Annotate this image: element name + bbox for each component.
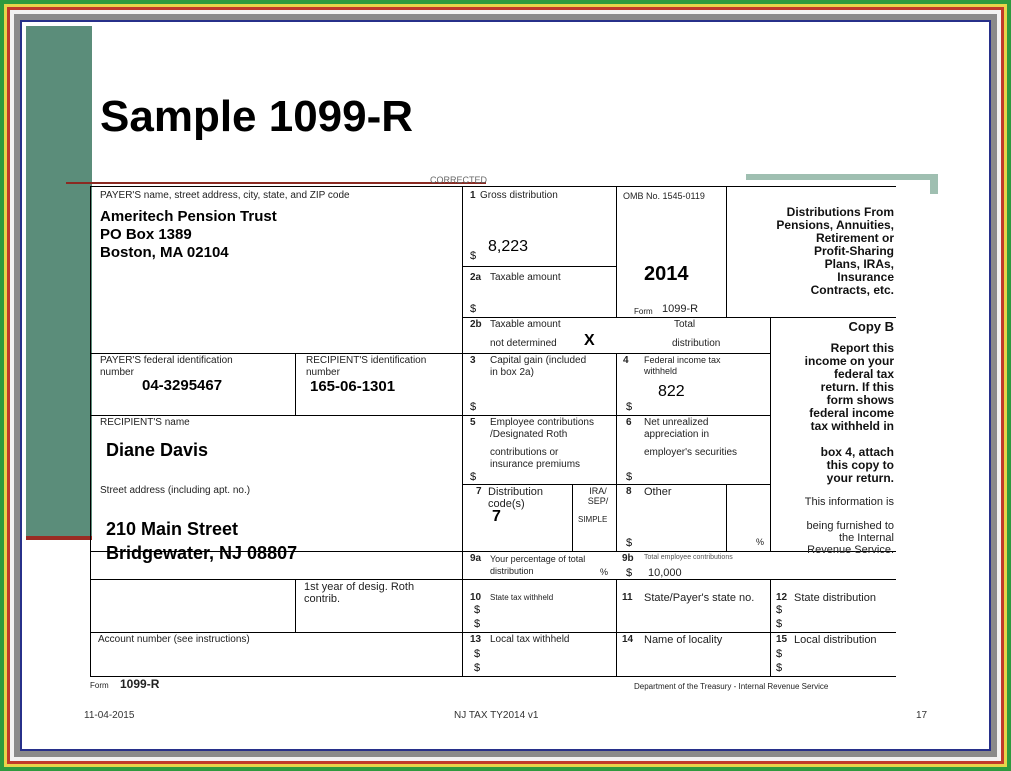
box2a-dollar: $ [470,303,477,315]
payer-fed-id-label: PAYER'S federal identification number [100,355,233,378]
rule [295,353,296,415]
box14-number: 14 [622,634,634,645]
box3-dollar: $ [470,401,477,413]
box10-dollar-2: $ [474,618,481,630]
top-right-bar [746,174,938,180]
box2b-not-determined: not determined [490,338,557,349]
box8-dollar: $ [626,537,633,549]
box5-dollar: $ [470,471,477,483]
box13-dollar-1: $ [474,648,481,660]
rule [462,186,463,676]
box8-label: Other [644,486,672,498]
rule [90,353,770,354]
box4-label: Federal income tax withheld [644,355,721,376]
box9a-number: 9a [470,553,482,564]
rule [616,353,617,551]
box3-label: Capital gain (included in box 2a) [490,355,587,378]
box10-dollar-1: $ [474,604,481,616]
copy-text: Report this income on your federal tax return. If this form shows federal income tax withheld in box 4, attach this copy to your return. [804,341,894,485]
dept-label: Department of the Treasury - Internal Revenue Service [634,682,829,691]
payer-fed-id: 04-3295467 [142,377,223,394]
box13-dollar-2: $ [474,662,481,674]
box2a-number: 2a [470,272,482,283]
rule [616,186,617,317]
box2b-label: Taxable amount [490,319,561,330]
box9b-value: 10,000 [648,567,682,579]
box15-label: Local distribution [794,634,877,646]
form-1099r [90,175,896,696]
box4-number: 4 [623,355,629,366]
box6-dollar: $ [626,471,633,483]
box1-dollar: $ [470,250,477,262]
rule [572,484,573,551]
footer-center: NJ TAX TY2014 v1 [454,710,539,721]
box6-label: Net unrealized appreciation in [644,417,710,440]
total-dist-label: Total [674,319,696,330]
corrected-label: CORRECTED [430,175,488,185]
box2a-label: Taxable amount [490,272,561,283]
box15-dollar-1: $ [776,648,783,660]
rule [462,317,896,318]
box5-number: 5 [470,417,476,428]
box15-number: 15 [776,634,788,645]
rule [616,579,617,676]
form-name-small: 1099-R [662,303,699,315]
form-label-bottom: Form [90,681,109,690]
side-bar [26,26,92,536]
box9b-dollar: $ [626,567,633,579]
box11-label: State/Payer's state no. [644,592,755,604]
side-accent [26,536,92,540]
box15-dollar-2: $ [776,662,783,674]
recipient-address: 210 Main Street Bridgewater, NJ 08807 [106,519,298,563]
account-label: Account number (see instructions) [98,634,250,645]
payer-address: Ameritech Pension Trust PO Box 1389 Boston, MA 02104 [100,208,277,261]
box12-dollar-2: $ [776,618,783,630]
box9b-label: Total employee contributions [644,554,733,561]
box13-label: Local tax withheld [490,634,570,645]
simple-label: SIMPLE [578,515,608,524]
box13-number: 13 [470,634,482,645]
rule [90,186,896,187]
box7-label: Distribution code(s) [488,486,544,510]
rule [90,579,896,580]
top-right-block [930,180,938,194]
box8-percent: % [756,537,765,547]
furnished-text: This information is being furnished to the Internal Revenue Service. [804,496,894,556]
box10-number: 10 [470,592,482,603]
rule [90,186,91,676]
box4-dollar: $ [626,401,633,413]
form-title: Distributions From Pensions, Annuities, Retirement or Profit-Sharing Plans, IRAs, Insurance Contracts, etc. [776,205,894,297]
recipient-name-label: RECIPIENT'S name [100,417,190,428]
box14-label: Name of locality [644,634,723,646]
box12-number: 12 [776,592,788,603]
box6-line2: employer's securities [644,447,738,458]
rule [462,266,616,267]
box7-value: 7 [492,508,501,525]
rule [770,317,771,551]
street-label: Street address (including apt. no.) [100,485,251,496]
rule [770,579,771,676]
box6-number: 6 [626,417,632,428]
rule [295,579,296,632]
box4-value: 822 [658,383,685,400]
rule [90,632,896,633]
recipient-id: 165-06-1301 [310,378,396,395]
box5-line2: contributions or insurance premiums [490,447,581,470]
form-label-small: Form [634,307,653,316]
box9b-number: 9b [622,553,634,564]
rule [90,676,896,677]
box9a-percent: % [600,567,609,577]
box10-label: State tax withheld [490,593,554,602]
box3-number: 3 [470,355,476,366]
box11-number: 11 [622,592,633,603]
rule [90,415,770,416]
box9a-label: Your percentage of total distribution [490,554,586,576]
form-name-bottom: 1099-R [120,677,160,691]
roth-label: 1st year of desig. Roth contrib. [304,581,415,605]
box5-label: Employee contributions /Designated Roth [490,417,594,440]
recipient-id-label: RECIPIENT'S identification number [306,355,427,378]
recipient-name: Diane Davis [106,440,209,460]
box12-dollar-1: $ [776,604,783,616]
slide [20,20,991,751]
payer-label: PAYER'S name, street address, city, state, and ZIP code [100,190,350,201]
omb-label: OMB No. 1545-0119 [623,191,705,201]
box1-label: Gross distribution [480,190,558,201]
box1-number: 1 [470,190,476,201]
copy-label: Copy B [848,319,894,334]
box2b-check: X [584,332,595,349]
slide-title: Sample 1099-R [100,92,414,141]
rule [726,186,727,317]
box8-number: 8 [626,486,632,497]
ira-label: IRA/ SEP/ [587,486,609,506]
box12-label: State distribution [794,592,876,604]
title-underline [66,182,486,184]
footer-date: 11-04-2015 [84,710,135,721]
rule [726,484,727,551]
total-dist-line2: distribution [672,338,721,349]
footer-page: 17 [916,710,928,721]
box2b-number: 2b [470,319,482,330]
box1-value: 8,223 [488,238,529,255]
tax-year: 2014 [644,263,689,285]
box7-number: 7 [476,486,482,497]
